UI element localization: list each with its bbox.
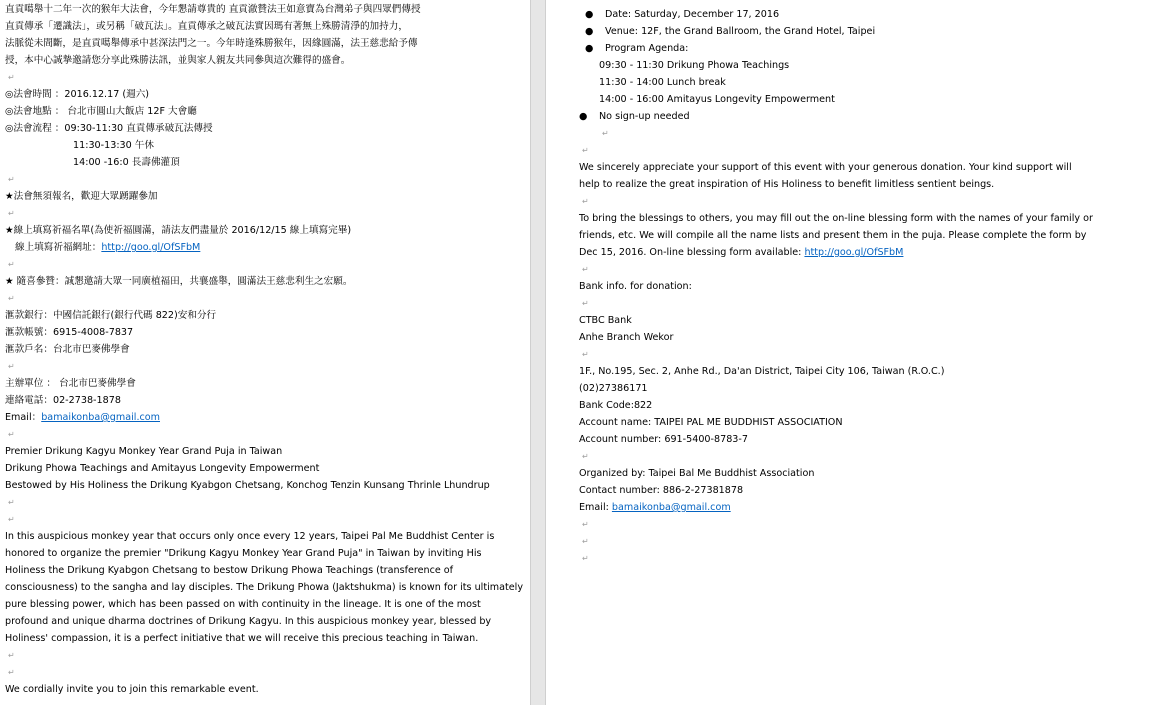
empty-paragraph: ↵: [602, 129, 609, 138]
zh-email-label: Email：: [5, 412, 42, 423]
empty-paragraph: ↵: [582, 520, 589, 529]
email-line: [579, 499, 1139, 516]
zh-email-link[interactable]: bamaikonba@gmail.com: [41, 412, 160, 423]
empty-paragraph: ↵: [8, 430, 15, 439]
bank-branch-line: Anhe Branch Wekor: [579, 332, 674, 343]
agenda-item-2: 11:30 - 14:00 Lunch break: [599, 77, 726, 88]
empty-paragraph: ↵: [582, 146, 589, 155]
bullet-agenda: [579, 40, 1139, 57]
appreciate-line-1: We sincerely appreciate your support of this event with your generous donation. Your kind support will: [579, 162, 1072, 173]
en-title-line-1: Premier Drikung Kagyu Monkey Year Grand Puja in Taiwan: [5, 446, 283, 457]
empty-paragraph: ↵: [582, 265, 589, 274]
en-para-line-1: In this auspicious monkey year that occurs only once every 12 years, Taipei Pal Me Buddhist Center is: [5, 531, 495, 542]
intro-zh-line-2: 直貢傳承「遷識法」，或另稱「破瓦法」。直貢傳承之破瓦法實因瑪有著無上殊勝清淨的加持力，: [5, 21, 408, 32]
empty-paragraph: ↵: [582, 350, 589, 359]
zh-phone-line: 連絡電話：02-2738-1878: [5, 395, 121, 406]
blessing-form-link[interactable]: http://goo.gl/OfSFbM: [804, 247, 904, 258]
intro-zh-line-3: 法脈從未間斷，是直貢噶舉傳承中甚深法門之一。今年時逢殊勝猴年，因緣圓滿，法王慈悲給予傳: [5, 38, 418, 49]
empty-paragraph: ↵: [8, 175, 15, 184]
bank-phone-line: (02)27386171: [579, 383, 648, 394]
zh-account-line: 滙款帳號：6915-4008-7837: [5, 327, 134, 338]
bank-code-line: Bank Code:822: [579, 400, 653, 411]
empty-paragraph: ↵: [582, 554, 589, 563]
empty-paragraph: ↵: [582, 299, 589, 308]
empty-paragraph: ↵: [8, 260, 15, 269]
en-para-line-3: Holiness the Drikung Kyabgon Chetsang to bestow Drikung Phowa Teachings (transference of: [5, 565, 454, 576]
zh-donate-line: ★ 隨喜參贊：誠懇邀請大眾一同廣植福田，共襄盛舉，圓滿法王慈悲利生之宏願。: [5, 276, 353, 287]
en-para-line-4: consciousness) to the sangha and lay disciples. The Drikung Phowa (Jaktshukma) is known for its ultimately: [5, 582, 524, 593]
empty-paragraph: ↵: [582, 197, 589, 206]
bullet-no-signup: [579, 108, 1139, 125]
right-page-content: [579, 6, 1139, 567]
zh-online-label: 線上填寫祈福網址：: [15, 242, 102, 253]
bank-info-line: Bank info. for donation:: [579, 281, 692, 292]
organized-line: Organized by: Taipei Bal Me Buddhist Association: [579, 468, 815, 479]
right-document-page[interactable]: [546, 0, 1152, 705]
left-document-page[interactable]: [0, 0, 530, 705]
bank-address-line: 1F., No.195, Sec. 2, Anhe Rd., Da'an District, Taipei City 106, Taiwan (R.O.C.): [579, 366, 945, 377]
empty-paragraph: ↵: [8, 651, 15, 660]
contact-line: Contact number: 886-2-27381878: [579, 485, 744, 496]
en-title-line-3: Bestowed by His Holiness the Drikung Kyabgon Chetsang, Konchog Tenzin Kunsang Thrinle Lhundrup: [5, 480, 490, 491]
bullet-venue: [579, 23, 1139, 40]
agenda-item-3: 14:00 - 16:00 Amitayus Longevity Empowerment: [599, 94, 835, 105]
venue-text: Venue: 12F, the Grand Ballroom, the Grand Hotel, Taipei: [605, 26, 876, 37]
account-number-line: Account number: 691-5400-8783-7: [579, 434, 748, 445]
bless-line-3: [579, 244, 1139, 261]
zh-venue-line: ◎法會地點 ： 台北市圓山大飯店 12F 大會廳: [5, 106, 197, 117]
bless-text: Dec 15, 2016. On-line blessing form available:: [579, 247, 805, 258]
appreciate-line-2: help to realize the great inspiration of His Holiness to benefit limitless sentient beings.: [579, 179, 995, 190]
empty-paragraph: ↵: [8, 294, 15, 303]
intro-zh-line-4: 授，本中心誠摯邀請您分享此殊勝法訊，並與家人親友共同參與這次難得的盛會。: [5, 55, 351, 66]
zh-date-line: ◎法會時間 ：2016.12.17 (週六): [5, 89, 150, 100]
zh-online-line-1: ★線上填寫祈福名單(為使祈福圓滿，請法友們盡量於 2016/12/15 線上填寫完畢): [5, 225, 352, 236]
zh-program-line: ◎法會流程 ：09:30-11:30 直貢傳承破瓦法傳授: [5, 123, 213, 134]
bullet-icon: ●: [585, 26, 594, 37]
empty-paragraph: ↵: [582, 537, 589, 546]
zh-no-signup-line: ★法會無須報名，歡迎大眾踴躍參加: [5, 191, 158, 202]
zh-account-name-line: 滙款戶名：台北市巴麥佛學會: [5, 344, 130, 355]
zh-email-line: [5, 409, 505, 426]
empty-paragraph: ↵: [8, 362, 15, 371]
left-page-content: [5, 0, 524, 698]
zh-program-line-3: 14:00 -16:0 長壽佛灌頂: [73, 157, 180, 168]
account-name-line: Account name: TAIPEI PAL ME BUDDHIST ASSOCIATION: [579, 417, 843, 428]
intro-zh-line-1: 直貢噶舉十二年一次的猴年大法會，今年懇請尊貴的 直貢澈贊法王如意寶為台灣弟子與四眾們傳授: [5, 4, 421, 15]
bullet-date: [579, 6, 1139, 23]
bullet-icon: ●: [585, 9, 594, 20]
bullet-icon: ●: [579, 111, 588, 122]
agenda-item-1: 09:30 - 11:30 Drikung Phowa Teachings: [599, 60, 790, 71]
email-label: Email:: [579, 502, 612, 513]
en-para-line-6: profound and unique dharma doctrines of Drikung Kagyu. In this auspicious monkey year, blessed by: [5, 616, 492, 627]
agenda-text: Program Agenda:: [605, 43, 689, 54]
zh-online-form-link[interactable]: http://goo.gl/OfSFbM: [101, 242, 201, 253]
empty-paragraph: ↵: [8, 209, 15, 218]
zh-online-line-2: [5, 239, 505, 256]
en-title-line-2: Drikung Phowa Teachings and Amitayus Longevity Empowerment: [5, 463, 320, 474]
date-text: Date: Saturday, December 17, 2016: [605, 9, 780, 20]
empty-paragraph: ↵: [582, 452, 589, 461]
bless-line-2: friends, etc. We will compile all the name lists and present them in the puja. Please complete the form by: [579, 230, 1087, 241]
zh-organizer-line: 主辦單位 ： 台北市巴麥佛學會: [5, 378, 136, 389]
empty-paragraph: ↵: [8, 73, 15, 82]
page-gutter: [530, 0, 546, 705]
zh-bank-line: 滙款銀行：中國信託銀行(銀行代碼 822)安和分行: [5, 310, 217, 321]
bless-line-1: To bring the blessings to others, you may fill out the on-line blessing form with the names of your family or: [579, 213, 1093, 224]
en-invite-line: We cordially invite you to join this remarkable event.: [5, 684, 259, 695]
en-para-line-7: Holiness' compassion, it is a perfect initiative that we will receive this precious teaching in Taiwan.: [5, 633, 479, 644]
bank-name-line: CTBC Bank: [579, 315, 632, 326]
email-link[interactable]: bamaikonba@gmail.com: [611, 502, 731, 513]
empty-paragraph: ↵: [8, 515, 15, 524]
empty-paragraph: ↵: [8, 668, 15, 677]
zh-program-line-2: 11:30-13:30 午休: [73, 140, 154, 151]
empty-paragraph: ↵: [8, 498, 15, 507]
bullet-icon: ●: [585, 43, 594, 54]
no-signup-text: No sign-up needed: [599, 111, 690, 122]
en-para-line-5: pure blessing power, which has been passed on with continuity in the lineage. It is one of the most: [5, 599, 481, 610]
en-para-line-2: honored to organize the premier "Drikung Kagyu Monkey Year Grand Puja" in Taiwan by inviting His: [5, 548, 482, 559]
